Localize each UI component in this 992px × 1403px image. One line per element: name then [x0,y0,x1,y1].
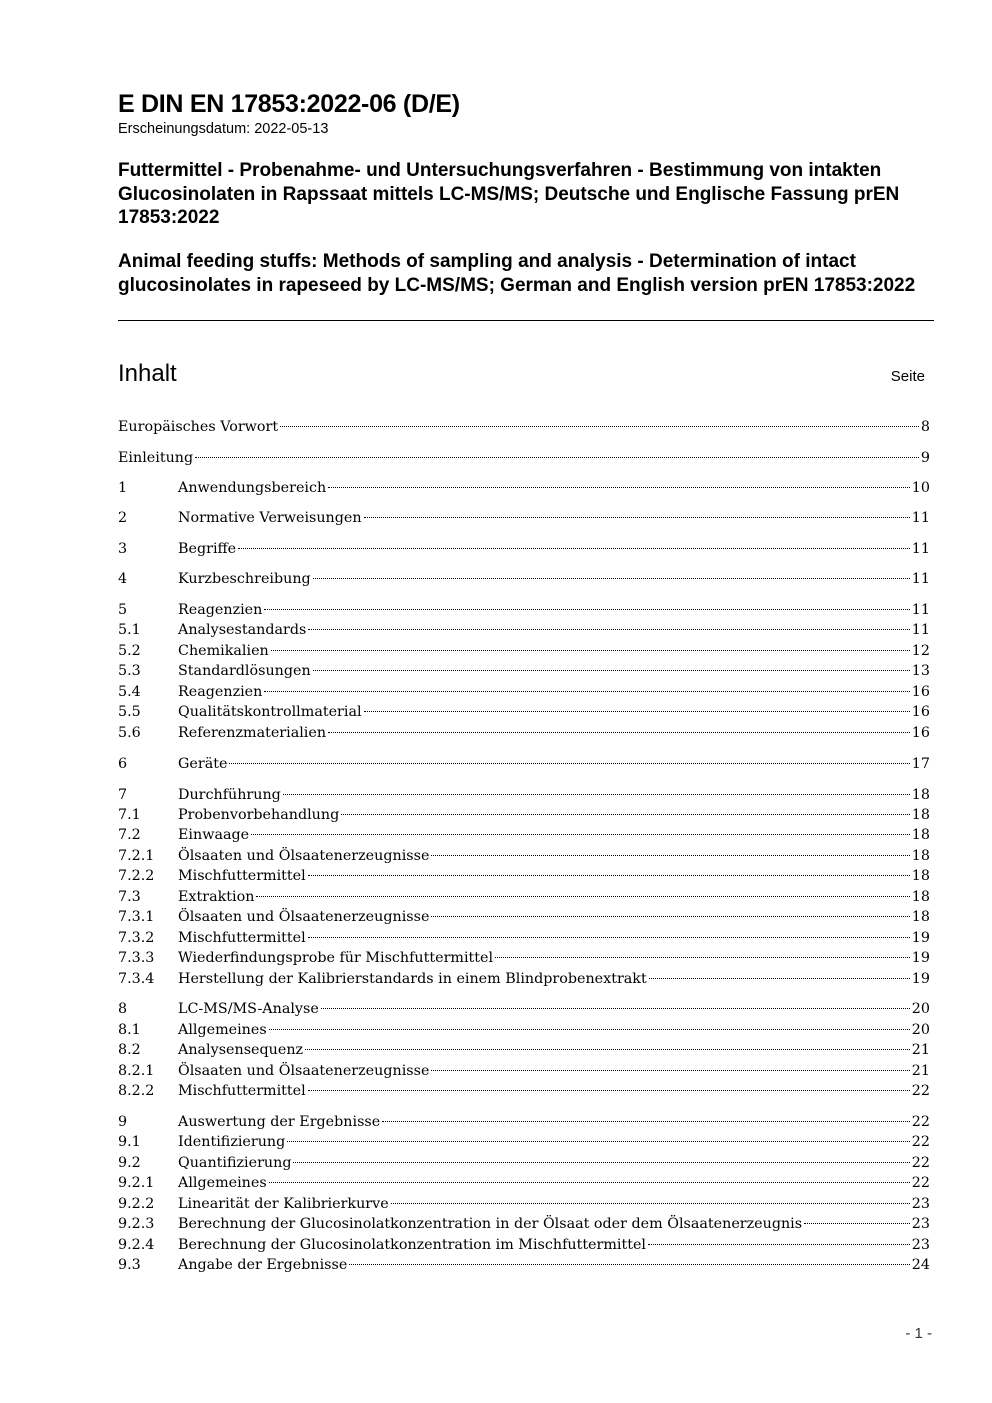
toc-entry[interactable] [118,1215,930,1234]
toc-entry-number: 8 [118,1001,128,1017]
toc-entry[interactable] [118,970,930,989]
toc-entry-page: 8 [920,419,930,435]
toc-entry-number: 7.3.4 [118,971,155,987]
toc-entry-number: 1 [118,480,128,496]
toc-entry-page: 24 [911,1257,930,1273]
toc-entry-page: 18 [911,909,930,925]
toc-entry-title: Identifizierung [178,1134,286,1150]
toc-entry-page: 19 [911,930,930,946]
toc-entry-number: 7.3.1 [118,909,155,925]
toc-dot-leader [431,916,909,917]
title-divider [118,320,934,321]
toc-entry[interactable] [118,1133,930,1152]
toc-dot-leader [328,732,910,733]
toc-dot-leader [364,711,910,712]
toc-dot-leader [364,517,910,518]
toc-entry-number: 9.2.3 [118,1216,155,1232]
toc-dot-leader [264,609,909,610]
toc-dot-leader [308,629,909,630]
toc-entry-number: 8.1 [118,1022,141,1038]
toc-entry-page: 18 [911,889,930,905]
toc-entry[interactable] [118,786,930,805]
toc-entry-number: 9.2 [118,1155,141,1171]
toc-entry-number: 7.2.2 [118,868,155,884]
toc-entry-title: Berechnung der Glucosinolatkonzentration in der Ölsaat oder dem Ölsaatenerzeugnis [178,1216,803,1232]
toc-entry-number: 7.3.3 [118,950,155,966]
toc-entry-title: Analysestandards [178,622,307,638]
toc-entry-page: 18 [911,868,930,884]
toc-dot-leader [269,1182,910,1183]
toc-entry-number: 7.3.2 [118,930,155,946]
toc-entry-title: Ölsaaten und Ölsaatenerzeugnisse [178,848,430,864]
toc-dot-leader [341,814,910,815]
toc-dot-leader [648,1244,910,1245]
toc-entry-title: Ölsaaten und Ölsaatenerzeugnisse [178,1063,430,1079]
toc-dot-leader [269,1029,910,1030]
toc-entry-title: Anwendungsbereich [178,480,327,496]
toc-dot-leader [431,855,909,856]
toc-entry-title: Herstellung der Kalibrierstandards in einem Blindprobenextrakt [178,971,647,987]
toc-entry-page: 18 [911,848,930,864]
toc-entry-page: 20 [911,1001,930,1017]
toc-entry-page: 19 [911,950,930,966]
toc-entry-title: Einwaage [178,827,250,843]
toc-entry[interactable] [118,826,930,845]
toc-dot-leader [256,896,909,897]
toc-dot-leader [308,937,910,938]
toc-dot-leader [251,834,910,835]
toc-entry-title: Probenvorbehandlung [178,807,340,823]
toc-dot-leader [308,875,910,876]
toc-entry[interactable] [118,847,930,866]
document-code: E DIN EN 17853:2022-06 (D/E) [118,90,460,118]
title-english: Animal feeding stuffs: Methods of sampling and analysis - Determination of intact glucosinolates in rapeseed by LC-MS/MS; German and English version prEN 17853:2022 [118,251,916,296]
toc-entry[interactable] [118,1154,930,1173]
toc-dot-leader [287,1141,910,1142]
toc-dot-leader [321,1008,910,1009]
toc-entry-number: 9.2.1 [118,1175,155,1191]
toc-entry-page: 22 [911,1083,930,1099]
toc-entry-number: 8.2 [118,1042,141,1058]
toc-entry-page: 16 [911,684,930,700]
toc-entry-title: LC-MS/MS-Analyse [178,1001,319,1017]
toc-dot-leader [649,978,910,979]
toc-dot-leader [382,1121,910,1122]
toc-entry-page: 18 [911,827,930,843]
toc-entry-number: 9.2.4 [118,1237,155,1253]
toc-entry-page: 23 [911,1196,930,1212]
toc-entry-page: 11 [911,602,930,618]
toc-entry-number: 8.2.1 [118,1063,155,1079]
toc-entry-page: 16 [911,704,930,720]
toc-entry-number: 5.6 [118,725,141,741]
toc-entry-number: 9 [118,1114,128,1130]
toc-entry-page: 21 [911,1063,930,1079]
toc-entry-page: 18 [911,807,930,823]
toc-entry[interactable] [118,1195,930,1214]
toc-entry-number: 7.2 [118,827,141,843]
toc-entry[interactable] [118,479,930,498]
toc-entry[interactable] [118,1236,930,1255]
toc-entry-title: Allgemeines [178,1175,267,1191]
toc-entry-title: Wiederfindungsprobe für Mischfuttermittel [178,950,494,966]
toc-entry-number: 7.3 [118,889,141,905]
toc-entry-number: 7.2.1 [118,848,155,864]
toc-entry[interactable] [118,724,930,743]
toc-entry[interactable] [118,929,930,948]
toc-entry-number: 9.1 [118,1134,141,1150]
toc-entry[interactable] [118,1062,930,1081]
toc-dot-leader [229,763,909,764]
toc-entry-title: Linearität der Kalibrierkurve [178,1196,389,1212]
toc-entry[interactable] [118,662,930,681]
toc-entry-title: Einleitung [118,450,194,466]
toc-entry-number: 4 [118,571,128,587]
toc-entry-number: 6 [118,756,128,772]
toc-entry[interactable] [118,1082,930,1101]
toc-entry[interactable] [118,1021,930,1040]
toc-entry-page: 22 [911,1175,930,1191]
toc-entry-title: Chemikalien [178,643,269,659]
toc-entry-title: Analysensequenz [178,1042,304,1058]
toc-entry-number: 5 [118,602,128,618]
toc-entry[interactable] [118,703,930,722]
toc-entry-page: 12 [911,643,930,659]
toc-entry-title: Quantifizierung [178,1155,292,1171]
toc-dot-leader [391,1203,910,1204]
toc-entry-number: 5.5 [118,704,141,720]
toc-entry-page: 21 [911,1042,930,1058]
toc-entry[interactable] [118,1113,930,1132]
toc-entry-title: Europäisches Vorwort [118,419,279,435]
toc-dot-leader [328,487,910,488]
toc-entry-number: 7 [118,787,128,803]
toc-entry[interactable] [118,888,930,907]
toc-entry-page: 11 [911,541,930,557]
toc-entry[interactable] [118,1041,930,1060]
toc-entry[interactable] [118,1000,930,1019]
toc-entry[interactable] [118,1174,930,1193]
toc-dot-leader [195,457,919,458]
toc-entry-title: Reagenzien [178,602,263,618]
toc-entry-title: Ölsaaten und Ölsaatenerzeugnisse [178,909,430,925]
toc-entry-number: 3 [118,541,128,557]
toc-entry-page: 23 [911,1216,930,1232]
toc-entry[interactable] [118,621,930,640]
toc-entry-number: 5.2 [118,643,141,659]
toc-entry-page: 18 [911,787,930,803]
toc-entry-title: Mischfuttermittel [178,930,306,946]
toc-entry-number: 2 [118,510,128,526]
toc-entry-page: 11 [911,622,930,638]
toc-entry[interactable] [118,570,930,589]
toc-entry[interactable] [118,601,930,620]
toc-dot-leader [280,426,919,427]
toc-entry-page: 23 [911,1237,930,1253]
toc-entry[interactable] [118,949,930,968]
toc-entry-page: 16 [911,725,930,741]
toc-entry-title: Reagenzien [178,684,263,700]
toc-entry[interactable] [118,755,930,774]
page-number: - 1 - [905,1325,932,1342]
toc-entry-number: 8.2.2 [118,1083,155,1099]
toc-entry[interactable] [118,642,930,661]
toc-entry-title: Allgemeines [178,1022,267,1038]
toc-entry-page: 11 [911,571,930,587]
toc-entry-title: Berechnung der Glucosinolatkonzentration im Mischfuttermittel [178,1237,647,1253]
toc-entry-title: Normative Verweisungen [178,510,362,526]
toc-entry-title: Geräte [178,756,228,772]
publication-date: Erscheinungsdatum: 2022-05-13 [118,121,329,137]
toc-entry-title: Durchführung [178,787,281,803]
toc-entry-title: Mischfuttermittel [178,868,306,884]
toc-entry-title: Mischfuttermittel [178,1083,306,1099]
toc-page-column-label: Seite [890,368,925,385]
toc-dot-leader [313,670,910,671]
toc-entry-title: Begriffe [178,541,237,557]
toc-entry-page: 10 [911,480,930,496]
toc-entry-page: 17 [911,756,930,772]
toc-entry-number: 9.3 [118,1257,141,1273]
toc-entry[interactable] [118,1256,930,1275]
toc-entry[interactable] [118,806,930,825]
toc-dot-leader [238,548,910,549]
toc-entry-page: 22 [911,1134,930,1150]
toc-entry[interactable] [118,908,930,927]
toc-entry[interactable] [118,418,930,437]
toc-dot-leader [308,1090,910,1091]
toc-entry-page: 11 [911,510,930,526]
title-german: Futtermittel - Probenahme- und Untersuchungsverfahren - Bestimmung von intakten Glucosinolaten in Rapssaat mittels LC-MS/MS; Deutsche und Englische Fassung prEN 17853:2022 [118,160,900,228]
toc-entry-page: 19 [911,971,930,987]
toc-dot-leader [305,1049,910,1050]
toc-entry[interactable] [118,683,930,702]
toc-entry-page: 13 [911,663,930,679]
toc-dot-leader [283,794,910,795]
toc-entry-title: Extraktion [178,889,255,905]
toc-entry-page: 20 [911,1022,930,1038]
toc-entry-number: 5.1 [118,622,141,638]
toc-dot-leader [349,1264,909,1265]
toc-entry-number: 5.4 [118,684,141,700]
toc-entry-page: 22 [911,1114,930,1130]
toc-entry-page: 9 [920,450,930,466]
toc-entry-title: Standardlösungen [178,663,311,679]
toc-entry-number: 7.1 [118,807,141,823]
toc-dot-leader [271,650,910,651]
toc-entry-title: Auswertung der Ergebnisse [178,1114,381,1130]
toc-dot-leader [431,1070,909,1071]
toc-entry[interactable] [118,449,930,468]
toc-entry-title: Qualitätskontrollmaterial [178,704,362,720]
toc-dot-leader [313,578,910,579]
toc-entry-number: 5.3 [118,663,141,679]
toc-entry-title: Referenzmaterialien [178,725,327,741]
toc-dot-leader [264,691,909,692]
toc-entry[interactable] [118,867,930,886]
toc-dot-leader [293,1162,909,1163]
toc-entry[interactable] [118,540,930,559]
toc-entry-page: 22 [911,1155,930,1171]
toc-entry-title: Angabe der Ergebnisse [178,1257,348,1273]
toc-entry[interactable] [118,509,930,528]
toc-entry-title: Kurzbeschreibung [178,571,311,587]
toc-heading: Inhalt [118,360,177,387]
toc-entry-number: 9.2.2 [118,1196,155,1212]
toc-dot-leader [495,957,910,958]
toc-dot-leader [804,1223,910,1224]
